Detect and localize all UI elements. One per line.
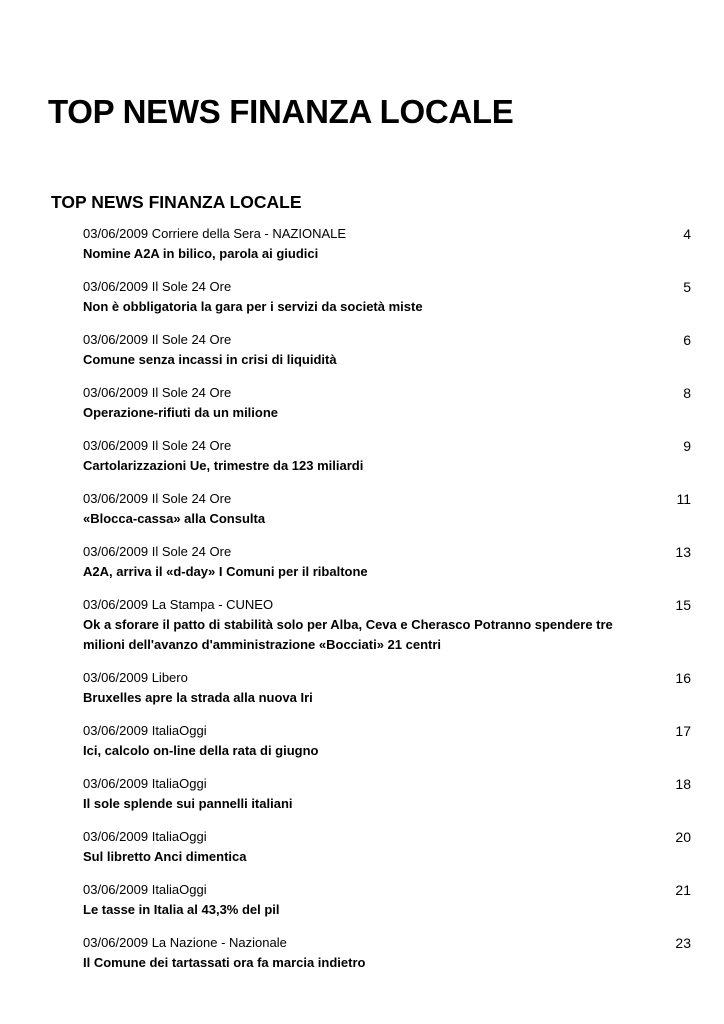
article-meta xyxy=(83,225,691,243)
article-headline[interactable]: Ok a sforare il patto di stabilità solo per Alba, Ceva e Cherasco Potranno spendere tre milioni dell'avanzo d'amministrazione «Bocciati» 21 centri xyxy=(83,617,613,652)
article-page-number[interactable]: 18 xyxy=(675,776,691,792)
section-title: TOP NEWS FINANZA LOCALE xyxy=(51,192,302,212)
article-item[interactable] xyxy=(83,722,691,761)
article-source: ItaliaOggi xyxy=(151,723,207,738)
article-headline[interactable]: Sul libretto Anci dimentica xyxy=(83,849,247,864)
article-source: ItaliaOggi xyxy=(151,776,207,791)
article-headline[interactable]: Cartolarizzazioni Ue, trimestre da 123 miliardi xyxy=(83,458,364,473)
article-date: 03/06/2009 xyxy=(83,935,149,950)
article-item[interactable] xyxy=(83,331,691,370)
article-item[interactable] xyxy=(83,278,691,317)
article-page-number[interactable]: 6 xyxy=(683,332,691,348)
article-headline[interactable]: Le tasse in Italia al 43,3% del pil xyxy=(83,902,280,917)
article-meta xyxy=(83,775,691,793)
article-meta xyxy=(83,722,691,740)
article-date: 03/06/2009 xyxy=(83,776,149,791)
article-page-number[interactable]: 15 xyxy=(675,597,691,613)
article-source: Il Sole 24 Ore xyxy=(151,491,232,506)
article-meta xyxy=(83,543,691,561)
article-meta xyxy=(83,669,691,687)
article-item[interactable] xyxy=(83,828,691,867)
article-date: 03/06/2009 xyxy=(83,882,149,897)
article-date: 03/06/2009 xyxy=(83,385,149,400)
article-source: Libero xyxy=(151,670,188,685)
article-source: Il Sole 24 Ore xyxy=(151,385,232,400)
article-headline[interactable]: Nomine A2A in bilico, parola ai giudici xyxy=(83,246,319,261)
article-date: 03/06/2009 xyxy=(83,438,149,453)
article-page-number[interactable]: 23 xyxy=(675,935,691,951)
article-source: Il Sole 24 Ore xyxy=(151,332,232,347)
article-meta xyxy=(83,384,691,402)
article-page-number[interactable]: 13 xyxy=(675,544,691,560)
article-meta xyxy=(83,934,691,952)
article-date: 03/06/2009 xyxy=(83,723,149,738)
article-page-number[interactable]: 11 xyxy=(676,491,691,507)
article-meta xyxy=(83,331,691,349)
article-date: 03/06/2009 xyxy=(83,670,149,685)
article-item[interactable] xyxy=(83,225,691,264)
article-headline[interactable]: «Blocca-cassa» alla Consulta xyxy=(83,511,266,526)
article-item[interactable] xyxy=(83,775,691,814)
article-date: 03/06/2009 xyxy=(83,829,149,844)
article-date: 03/06/2009 xyxy=(83,226,149,241)
article-date: 03/06/2009 xyxy=(83,544,149,559)
article-source: Il Sole 24 Ore xyxy=(151,279,232,294)
article-date: 03/06/2009 xyxy=(83,332,149,347)
article-page-number[interactable]: 8 xyxy=(683,385,691,401)
article-headline[interactable]: Operazione-rifiuti da un milione xyxy=(83,405,279,420)
article-meta xyxy=(83,278,691,296)
article-date: 03/06/2009 xyxy=(83,491,149,506)
article-meta xyxy=(83,437,691,455)
article-page-number[interactable]: 21 xyxy=(675,882,691,898)
article-page-number[interactable]: 16 xyxy=(675,670,691,686)
article-source: ItaliaOggi xyxy=(151,882,207,897)
article-item[interactable] xyxy=(83,669,691,708)
article-item[interactable] xyxy=(83,437,691,476)
article-page-number[interactable]: 5 xyxy=(683,279,691,295)
article-item[interactable] xyxy=(83,490,691,529)
article-page-number[interactable]: 20 xyxy=(675,829,691,845)
article-list xyxy=(83,225,691,987)
article-source: Il Sole 24 Ore xyxy=(151,438,232,453)
article-source: La Stampa - CUNEO xyxy=(151,597,274,612)
article-item[interactable] xyxy=(83,934,691,973)
article-item[interactable] xyxy=(83,543,691,582)
article-headline[interactable]: Il sole splende sui pannelli italiani xyxy=(83,796,293,811)
article-meta xyxy=(83,881,691,899)
article-date: 03/06/2009 xyxy=(83,597,149,612)
article-source: Corriere della Sera - NAZIONALE xyxy=(151,226,347,241)
article-source: ItaliaOggi xyxy=(151,829,207,844)
article-meta xyxy=(83,596,691,614)
article-item[interactable] xyxy=(83,596,691,655)
page-title: TOP NEWS FINANZA LOCALE xyxy=(48,93,514,130)
article-source: Il Sole 24 Ore xyxy=(151,544,232,559)
article-page-number[interactable]: 4 xyxy=(683,226,691,242)
article-headline[interactable]: Comune senza incassi in crisi di liquidità xyxy=(83,352,337,367)
article-headline[interactable]: Non è obbligatoria la gara per i servizi da società miste xyxy=(83,299,423,314)
article-item[interactable] xyxy=(83,384,691,423)
article-page-number[interactable]: 9 xyxy=(683,438,691,454)
article-headline[interactable]: A2A, arriva il «d-day» I Comuni per il ribaltone xyxy=(83,564,368,579)
article-meta xyxy=(83,828,691,846)
article-headline[interactable]: Il Comune dei tartassati ora fa marcia indietro xyxy=(83,955,366,970)
article-meta xyxy=(83,490,691,508)
article-source: La Nazione - Nazionale xyxy=(151,935,287,950)
article-headline[interactable]: Ici, calcolo on-line della rata di giugno xyxy=(83,743,319,758)
article-date: 03/06/2009 xyxy=(83,279,149,294)
article-page-number[interactable]: 17 xyxy=(675,723,691,739)
article-item[interactable] xyxy=(83,881,691,920)
article-headline[interactable]: Bruxelles apre la strada alla nuova Iri xyxy=(83,690,313,705)
